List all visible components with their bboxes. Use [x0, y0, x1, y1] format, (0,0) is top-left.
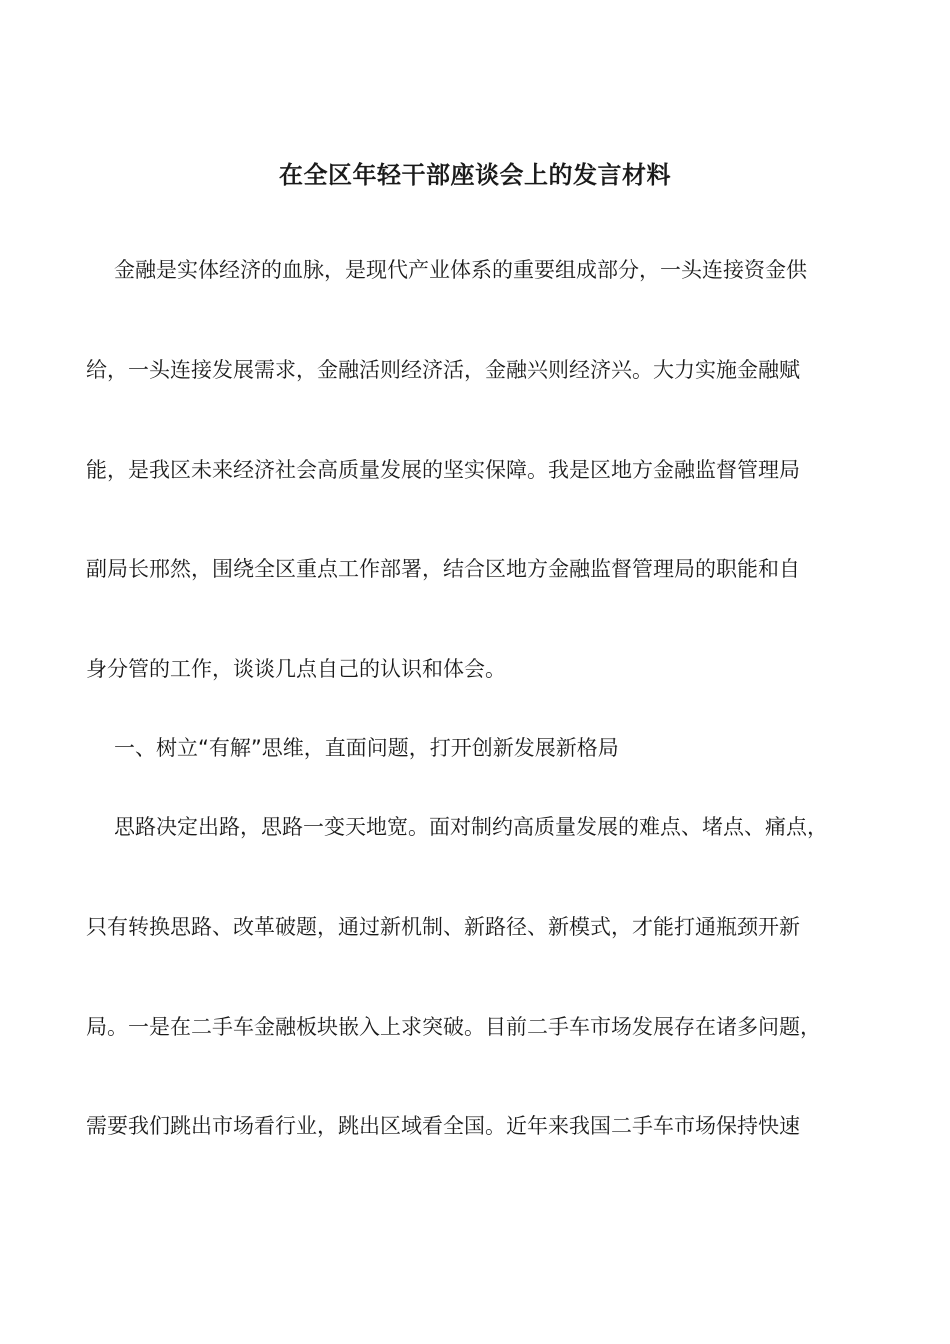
paragraph-line: 副局长邢然，围绕全区重点工作部署，结合区地方金融监督管理局的职能和自 — [86, 557, 800, 581]
paragraph-line: 金融是实体经济的血脉，是现代产业体系的重要组成部分，一头连接资金供 — [114, 258, 807, 282]
paragraph-line: 身分管的工作，谈谈几点自己的认识和体会。 — [86, 657, 506, 681]
paragraph-line: 只有转换思路、改革破题，通过新机制、新路径、新模式，才能打通瓶颈开新 — [86, 915, 800, 939]
paragraph-line: 能，是我区未来经济社会高质量发展的坚实保障。我是区地方金融监督管理局 — [86, 458, 800, 482]
section-heading: 一、树立“有解”思维，直面问题，打开创新发展新格局 — [114, 736, 619, 760]
paragraph-line: 需要我们跳出市场看行业，跳出区域看全国。近年来我国二手车市场保持快速 — [86, 1114, 800, 1138]
paragraph-line: 局。一是在二手车金融板块嵌入上求突破。目前二手车市场发展存在诸多问题， — [86, 1015, 821, 1039]
paragraph-line: 给，一头连接发展需求，金融活则经济活，金融兴则经济兴。大力实施金融赋 — [86, 358, 800, 382]
paragraph-line: 思路决定出路，思路一变天地宽。面对制约高质量发展的难点、堵点、痛点， — [114, 815, 828, 839]
document-title: 在全区年轻干部座谈会上的发言材料 — [279, 161, 671, 189]
